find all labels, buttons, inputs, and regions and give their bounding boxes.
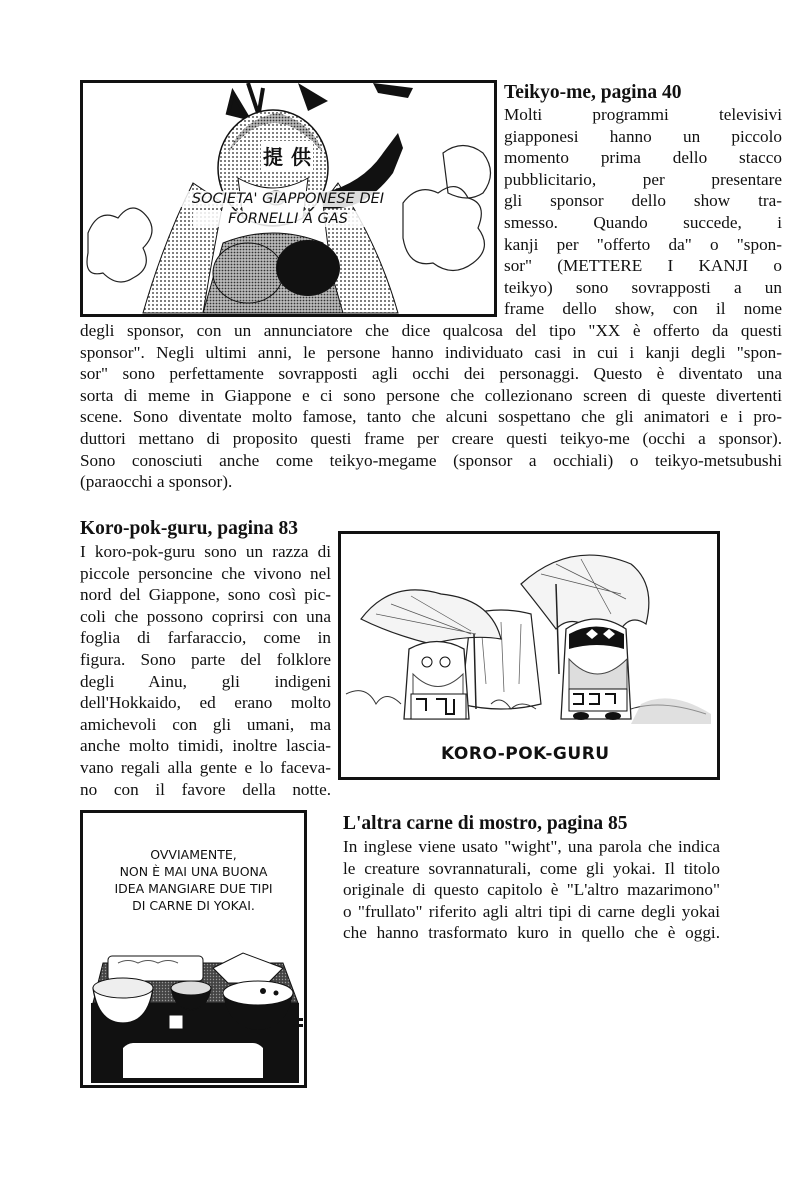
text-line: dell'Hokkaido, ed erano molto [80, 693, 331, 713]
teikyo-me-full-text [80, 320, 782, 493]
text-line: giapponesi hanno un piccolo [504, 126, 782, 146]
text-line: piccole personcine che vivono nel [80, 563, 331, 583]
text-line: teikyo) sono sovrapposti a un [504, 277, 782, 297]
text-line: Sono conosciuti anche come teikyo-megame (sponsor a occhiali) o teikyo-metsubushi [80, 450, 782, 470]
panel-caption-line1: SOCIETA' GIAPPONESE DEI [178, 191, 398, 207]
text-line: nord del Giappone, sono così pic- [80, 585, 331, 605]
section-title-teikyo-me: Teikyo-me, pagina 40 [504, 82, 682, 103]
text-line: kanji per "offerto da" o "spon- [504, 234, 782, 254]
text-line: o "frullato" riferito agli altri tipi di carne degli yokai [343, 901, 720, 921]
text-line: sponsor". Negli ultimi anni, le persone hanno individuato casi in cui i kanji degli "spon- [80, 342, 782, 362]
yokai-meat-manga-panel [80, 810, 307, 1088]
text-line: figura. Sono parte del folklore [80, 649, 331, 669]
text-line: Molti programmi televisivi [504, 105, 782, 124]
text-line: duttori mettano di proposito questi frame per creare questi teikyo-me (occhi a sponsor). [80, 428, 782, 448]
text-line: frame dello show, con il nome [504, 299, 782, 319]
panel-caption [93, 846, 294, 914]
text-line: le creature sovrannaturali, come gli yokai. Il titolo [343, 858, 720, 878]
text-line: anche molto timidi, inoltre lascia- [80, 736, 331, 756]
teikyo-me-manga-panel [80, 80, 497, 317]
text-line: coli che possono coprirsi con una [80, 606, 331, 626]
text-line: smesso. Quando succede, i [504, 212, 782, 232]
text-line: foglia di farfaraccio, come in [80, 628, 331, 648]
koro-pok-guru-text [80, 541, 331, 800]
text-line: momento prima dello stacco [504, 148, 782, 168]
section-title-altra-carne: L'altra carne di mostro, pagina 85 [343, 813, 628, 834]
panel-caption-line2: FORNELLI À GAS [193, 211, 383, 227]
text-line: sor" (METTERE I KANJI o [504, 256, 782, 276]
text-line: vano regali alla gente e lo faceva- [80, 757, 331, 777]
caption-line: DI CARNE DI YOKAI. [132, 898, 255, 913]
section-title-koro-pok-guru: Koro-pok-guru, pagina 83 [80, 518, 298, 539]
panel-caption: KORO-POK-GURU [441, 744, 610, 764]
altra-carne-text [343, 836, 720, 944]
kanji-overlay: 提 供 [261, 141, 313, 170]
text-line: che hanno trasformato kuro in quello che è oggi. [343, 923, 720, 943]
caption-line: OVVIAMENTE, [150, 847, 237, 862]
text-line: sorta di meme in Giappone e ci sono persone che collezionano screen di queste divertenti [80, 385, 782, 405]
text-line: sor" sono perfettamente sovrapposti agli occhi dei personaggi. Questo è diventato una [80, 364, 782, 384]
text-line: originale di questo capitolo è "L'altro mazarimono" [343, 880, 720, 900]
text-line: (paraocchi a sponsor). [80, 472, 233, 492]
text-line: scene. Sono diventate molto famose, tanto che alcuni sospettano che gli animatori e i pro- [80, 407, 782, 427]
text-line: pubblicitario, per presentare [504, 169, 782, 189]
text-line: gli sponsor dello show tra- [504, 191, 782, 211]
caption-line: IDEA MANGIARE DUE TIPI [114, 881, 273, 896]
text-line: no con il favore della notte. [80, 779, 331, 799]
text-line: degli sponsor, con un annunciatore che dice qualcosa del tipo "XX è offerto da questi [80, 321, 782, 340]
text-line: degli Ainu, gli indigeni [80, 671, 331, 691]
teikyo-me-side-text [504, 104, 782, 320]
text-line: In inglese viene usato "wight", una parola che indica [343, 837, 720, 856]
caption-line: NON È MAI UNA BUONA [119, 864, 268, 879]
koro-pok-guru-illustration [341, 534, 717, 777]
text-line: amichevoli con gli umani, ma [80, 714, 331, 734]
koro-pok-guru-manga-panel [338, 531, 720, 780]
text-line: I koro-pok-guru sono un razza di [80, 542, 331, 561]
